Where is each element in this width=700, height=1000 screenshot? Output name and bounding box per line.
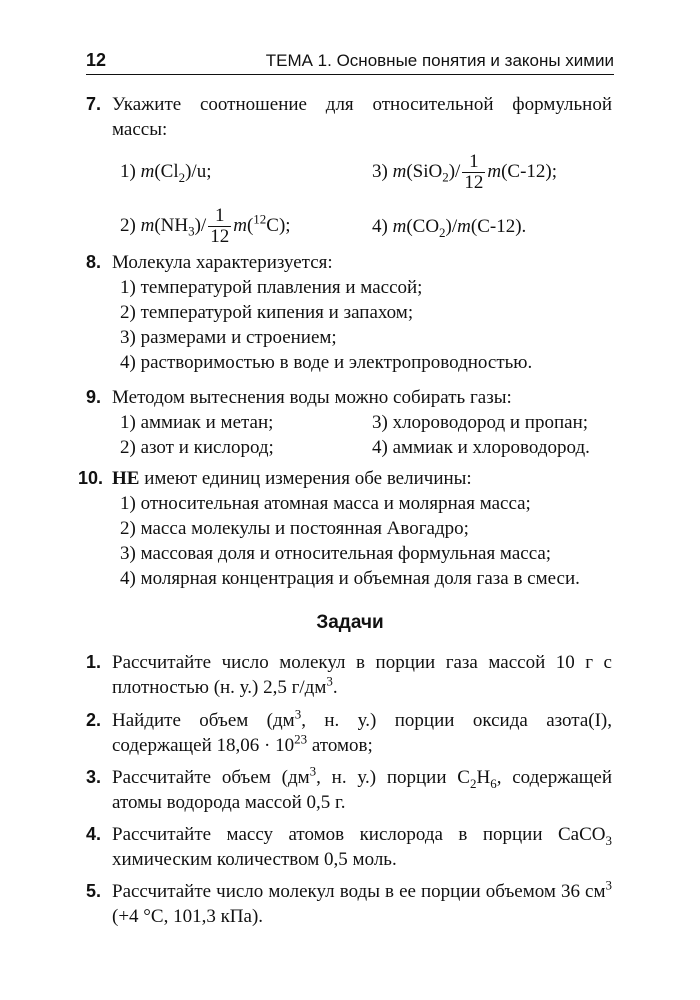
page-header	[86, 44, 614, 75]
question-number: 7.	[86, 94, 102, 114]
option-4: 4) растворимостью в воде и электропроводностью.	[120, 352, 533, 373]
option-2: 2) температурой кипения и запахом;	[120, 302, 414, 323]
task-1	[86, 650, 612, 700]
question-9	[86, 385, 612, 460]
option-3: 3) m(SiO$_2$)/ $\frac{1}{12}$ m(C-12);	[372, 150, 557, 193]
task-number: 5.	[86, 881, 102, 901]
task-text: Рассчитайте число молекул воды в ее порции объемом 36 $см^3$ (+4 °C, 101,3 кПа).	[112, 877, 612, 927]
option-4: 4) молярная концентрация и объемная доля газа в смеси.	[120, 568, 580, 589]
question-number: 10.	[78, 468, 104, 488]
option-1: 1) температурой плавления и массой;	[120, 277, 423, 298]
page-number: 12	[86, 50, 107, 70]
fraction: $\frac{1}{12}$	[464, 150, 484, 193]
option-2: 2) азот и кислород;	[120, 437, 274, 458]
fraction: $\frac{1}{12}$	[210, 205, 230, 247]
option-3: 3) размерами и строением;	[120, 327, 337, 348]
question-number: 8.	[86, 252, 102, 272]
task-text: Рассчитайте объем ($дм^3$, н. у.) порции $C_2H_6$, содержащей атомы водорода массой 0,5 г.	[112, 763, 612, 813]
option-3: 3) хлороводород и пропан;	[372, 412, 589, 433]
option-4: 4) аммиак и хлороводород.	[372, 437, 590, 458]
option-2: 2) масса молекулы и постоянная Авогадро;	[120, 518, 469, 539]
option-4: 4) $m(CO_2)/m(C-12)$.	[372, 216, 527, 240]
question-number: 9.	[86, 387, 102, 407]
option-1: 1) $m(Cl_2)/u$;	[120, 161, 212, 185]
task-text: Найдите объем ($дм^3$, н. у.) порции оксида азота(I), содержащей $18,06 \cdot 10^{23}$ атомов;	[112, 706, 612, 756]
option-2: 2) $m(NH_3)/$ $\frac{1}{12}$ m($^{12}$C);	[120, 205, 291, 247]
question-8	[86, 250, 612, 375]
option-3: 3) массовая доля и относительная формульная масса;	[120, 543, 552, 564]
task-text: Рассчитайте массу атомов кислорода в порции CaCO$_3$ химическим количеством 0,5 моль.	[112, 824, 612, 870]
option-1: 1) относительная атомная масса и молярная масса;	[120, 493, 531, 514]
question-text: Укажите соотношение для относительной формульной массы:	[112, 94, 612, 140]
task-number: 4.	[86, 824, 102, 844]
running-title: ТЕМА 1. Основные понятия и законы химии	[265, 51, 614, 70]
question-text: Методом вытеснения воды можно собирать газы:	[112, 387, 512, 408]
question-text: Молекула характеризуется:	[112, 252, 333, 273]
question-text: НЕ имеют единиц измерения обе величины:	[112, 468, 472, 489]
task-number: 1.	[86, 652, 102, 672]
section-title: Задачи	[316, 612, 384, 633]
task-number: 2.	[86, 710, 102, 730]
task-2	[86, 706, 612, 758]
question-7	[86, 92, 612, 247]
task-4	[86, 822, 612, 872]
task-5	[86, 877, 612, 929]
option-1: 1) аммиак и метан;	[120, 412, 274, 433]
task-number: 3.	[86, 767, 102, 787]
task-3	[86, 763, 612, 815]
question-10	[78, 466, 612, 591]
task-text: Рассчитайте число молекул в порции газа массой 10 г с плотностью (н. у.) 2,5 $г/дм^3$.	[112, 652, 612, 698]
